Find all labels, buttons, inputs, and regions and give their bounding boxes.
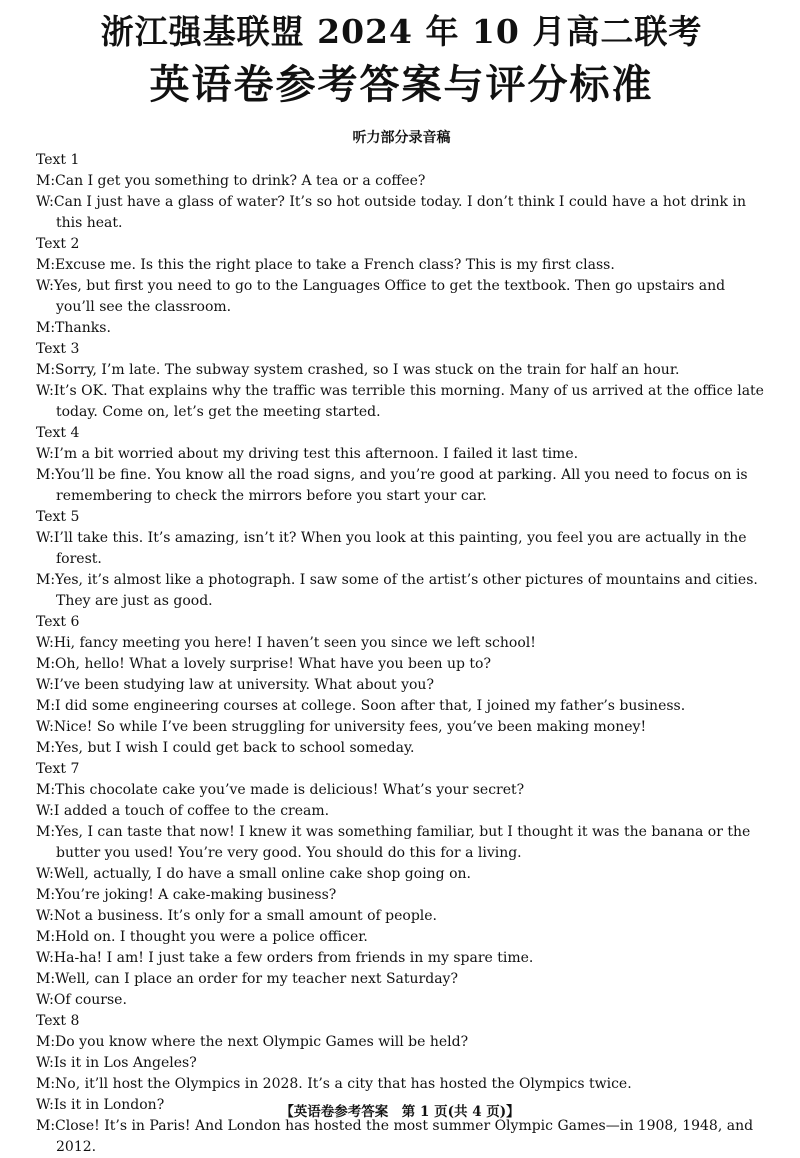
dialogue-line: M:Excuse me. Is this the right place to take a French class? This is my first class. xyxy=(36,257,615,273)
text-heading: Text 7 xyxy=(36,761,80,777)
dialogue-line: M:Yes, I can taste that now! I knew it was something familiar, but I thought it was the banana or the butter you used! You’re very good. You should do this for a living. xyxy=(36,824,751,861)
dialogue-line: W:Is it in Los Angeles? xyxy=(36,1055,197,1071)
dialogue-line: M:Do you know where the next Olympic Games will be held? xyxy=(36,1034,469,1050)
page-footer: 【英语卷参考答案 第 1 页(共 4 页)】 xyxy=(280,1104,520,1120)
section-title: 听力部分录音稿 xyxy=(352,130,451,146)
dialogue-line: W:I’m a bit worried about my driving test this afternoon. I failed it last time. xyxy=(36,446,579,462)
dialogue-line: W:Can I just have a glass of water? It’s so hot outside today. I don’t think I could have a hot drink in this heat. xyxy=(36,194,746,231)
dialogue-line: M:This chocolate cake you’ve made is delicious! What’s your secret? xyxy=(36,782,525,798)
dialogue-line: W:Nice! So while I’ve been struggling for university fees, you’ve been making money! xyxy=(36,719,647,735)
dialogue-line: W:Well, actually, I do have a small online cake shop going on. xyxy=(36,866,471,882)
text-heading: Text 1 xyxy=(36,152,80,168)
dialogue-line: M:Hold on. I thought you were a police officer. xyxy=(36,929,368,945)
dialogue-line: W:Ha-ha! I am! I just take a few orders from friends in my spare time. xyxy=(36,950,534,966)
exam-title: 浙江强基联盟 2024 年 10 月高二联考 xyxy=(100,12,703,51)
dialogue-line: W:Of course. xyxy=(36,992,127,1008)
dialogue-line: W:I’ve been studying law at university. What about you? xyxy=(36,677,434,693)
answer-key-title: 英语卷参考答案与评分标准 xyxy=(149,61,654,108)
dialogue-line: M:Thanks. xyxy=(36,320,111,336)
dialogue-line: W:Hi, fancy meeting you here! I haven’t seen you since we left school! xyxy=(36,635,536,651)
dialogue-line: M:Yes, but I wish I could get back to school someday. xyxy=(36,740,415,756)
dialogue-line: M:You’ll be fine. You know all the road signs, and you’re good at parking. All you need to focus on is remembering to check the mirrors before you start your car. xyxy=(36,467,748,504)
dialogue-line: M:Yes, it’s almost like a photograph. I saw some of the artist’s other pictures of mountains and cities. They are just as good. xyxy=(36,572,758,609)
dialogue-line: W:Not a business. It’s only for a small amount of people. xyxy=(36,908,438,924)
dialogue-line: M:Sorry, I’m late. The subway system crashed, so I was stuck on the train for half an hour. xyxy=(36,362,680,378)
dialogue-line: W:It’s OK. That explains why the traffic was terrible this morning. Many of us arrived at the office late today. Come on, let’s get the meeting started. xyxy=(36,383,764,420)
text-heading: Text 6 xyxy=(36,614,80,630)
dialogue-line: M:Oh, hello! What a lovely surprise! What have you been up to? xyxy=(36,656,491,672)
text-heading: Text 2 xyxy=(36,236,80,252)
dialogue-line: W:I added a touch of coffee to the cream. xyxy=(36,803,330,819)
text-heading: Text 3 xyxy=(36,341,80,357)
dialogue-line: M:No, it’ll host the Olympics in 2028. It’s a city that has hosted the Olympics twice. xyxy=(36,1076,632,1092)
dialogue-line: W:Is it in London? xyxy=(36,1097,165,1113)
text-heading: Text 4 xyxy=(36,425,80,441)
dialogue-line: W:I’ll take this. It’s amazing, isn’t it? When you look at this painting, you feel you are actually in the forest. xyxy=(36,530,747,567)
text-heading: Text 5 xyxy=(36,509,80,525)
dialogue-line: W:Yes, but first you need to go to the Languages Office to get the textbook. Then go upstairs and you’ll see the classroom. xyxy=(36,278,726,315)
dialogue-line: M:Can I get you something to drink? A tea or a coffee? xyxy=(36,173,426,189)
dialogue-line: M:Close! It’s in Paris! And London has hosted the most summer Olympic Games—in 1908, 1948, and 2012. xyxy=(36,1118,754,1155)
text-heading: Text 8 xyxy=(36,1013,80,1029)
dialogue-line: M:I did some engineering courses at college. Soon after that, I joined my father’s business. xyxy=(36,698,686,714)
dialogue-line: M:Well, can I place an order for my teacher next Saturday? xyxy=(36,971,458,987)
listening-transcript xyxy=(36,150,767,1158)
dialogue-line: M:You’re joking! A cake-making business? xyxy=(36,887,337,903)
